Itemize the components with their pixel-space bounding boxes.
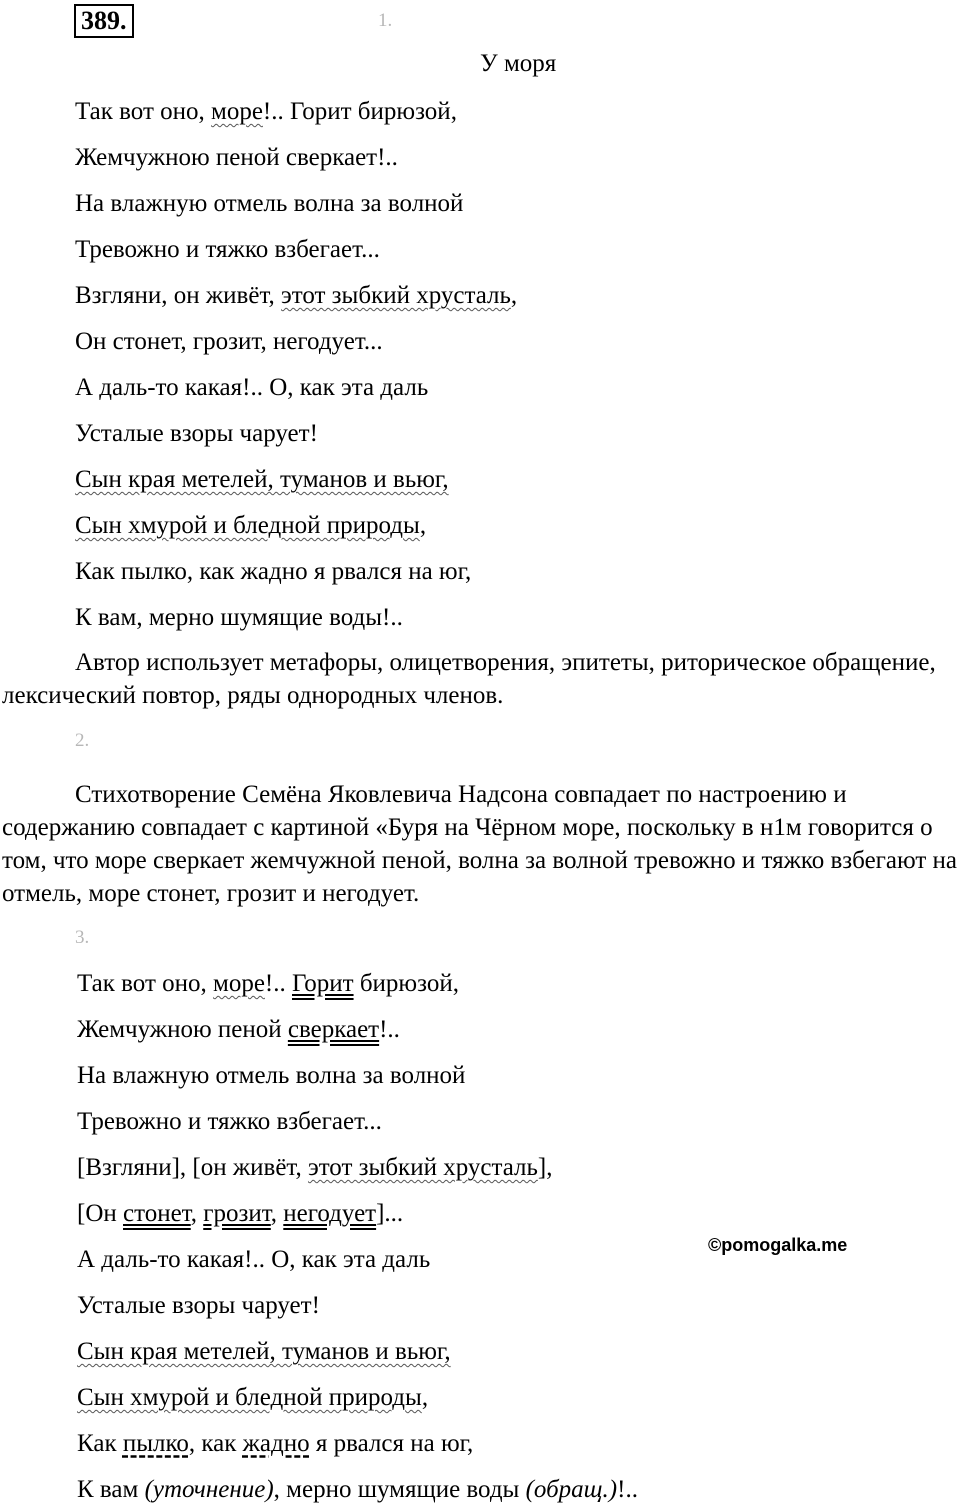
text-segment: Усталые взоры чарует!: [77, 1292, 320, 1319]
poem3-line: [77, 1337, 451, 1367]
marked-word: Сын края метелей, туманов и вьюг,: [77, 1338, 451, 1365]
section-3-label: 3.: [75, 927, 90, 948]
text-segment: ,: [419, 512, 427, 539]
text-segment: Жемчужною пеной сверкает!..: [75, 144, 398, 171]
text-segment: !..: [264, 970, 292, 997]
poem-title: У моря: [480, 50, 557, 77]
poem1-line: [75, 97, 457, 127]
exercise-number: 389.: [74, 4, 134, 38]
text-segment: ],: [537, 1154, 553, 1181]
poem1-line: [75, 235, 380, 265]
marked-word: Сын хмурой и бледной природы: [77, 1384, 422, 1411]
poem3-line: [77, 1015, 400, 1045]
text-segment: Как: [77, 1430, 123, 1457]
marked-word: грозит: [203, 1200, 271, 1227]
text-segment: Как пылко, как жадно я рвался на юг,: [75, 558, 472, 585]
marked-word: Сын края метелей, туманов и вьюг,: [75, 466, 449, 493]
marked-word: негодует: [283, 1200, 377, 1227]
text-segment: , как: [188, 1430, 243, 1457]
text-segment: Тревожно и тяжко взбегает...: [77, 1108, 382, 1135]
marked-word: (уточнение): [144, 1476, 274, 1503]
poem1-line: [75, 327, 383, 357]
text-segment: Тревожно и тяжко взбегает...: [75, 236, 380, 263]
text-segment: Усталые взоры чарует!: [75, 420, 318, 447]
text-segment: ,: [270, 1200, 284, 1227]
poem1-line: [75, 557, 471, 587]
poem1-line: [75, 419, 318, 449]
poem3-line: [77, 1061, 465, 1091]
marked-word: море: [211, 98, 263, 125]
text-segment: ,: [190, 1200, 204, 1227]
poem1-line: [75, 143, 398, 173]
watermark: ©pomogalka.me: [708, 1235, 848, 1255]
section-2-paragraph: Стихотворение Семёна Яковлевича Надсона совпадает по настроению и содержанию совпадает с картиной «Буря на Чёрном море, поскольку в н1м говорится о том, что море сверкает жемчужной пеной, волна за волной тревожно и тяжко взбегают на отмель, море стонет, грозит и негодует.: [2, 781, 958, 907]
text-segment: Он стонет, грозит, негодует...: [75, 328, 383, 355]
marked-word: этот зыбкий хрусталь: [281, 282, 511, 309]
marked-word: Горит: [292, 970, 354, 997]
poem1-line: [75, 373, 428, 403]
poem1-line: [75, 465, 449, 495]
section-1-label: 1.: [378, 10, 393, 31]
text-segment: !..: [379, 1016, 400, 1043]
text-segment: Жемчужною пеной: [77, 1016, 288, 1043]
text-segment: Так вот оно,: [77, 970, 213, 997]
marked-word: Сын хмурой и бледной природы: [75, 512, 420, 539]
poem1-line: [75, 603, 403, 633]
text-segment: На влажную отмель волна за волной: [77, 1062, 466, 1089]
poem3-line: [77, 1107, 382, 1137]
poem3-line: [77, 969, 459, 999]
marked-word: пылко: [122, 1430, 189, 1457]
text-segment: На влажную отмель волна за волной: [75, 190, 464, 217]
text-segment: я рвался на юг,: [309, 1430, 474, 1457]
poem3-line: [77, 1291, 320, 1321]
text-segment: !..: [617, 1476, 638, 1503]
marked-word: море: [213, 970, 265, 997]
poem1-line: [75, 511, 426, 541]
text-segment: , мерно шумящие воды: [273, 1476, 526, 1503]
marked-word: жадно: [242, 1430, 310, 1457]
section-2-label: 2.: [75, 730, 90, 751]
text-segment: Так вот оно,: [75, 98, 211, 125]
text-segment: [Взгляни], [он живёт,: [77, 1154, 308, 1181]
marked-word: сверкает: [287, 1016, 380, 1043]
poem3-line: [77, 1429, 473, 1459]
text-segment: [Он: [77, 1200, 124, 1227]
commentary-paragraph: Автор использует метафоры, олицетворения, эпитеты, риторическое обращение, лексический повтор, ряды однородных членов.: [2, 649, 936, 709]
text-segment: К вам, мерно шумящие воды!..: [75, 604, 403, 631]
text-segment: бирюзой,: [353, 970, 459, 997]
text-segment: ,: [510, 282, 518, 309]
poem3-line: [77, 1475, 638, 1505]
text-segment: !.. Горит бирюзой,: [262, 98, 457, 125]
marked-word: (обращ.): [525, 1476, 618, 1503]
poem3-line: [77, 1153, 552, 1183]
text-segment: ]...: [376, 1200, 404, 1227]
text-segment: А даль-то какая!.. О, как эта даль: [75, 374, 429, 401]
text-segment: Взгляни, он живёт,: [75, 282, 281, 309]
text-segment: К вам: [77, 1476, 145, 1503]
poem1-line: [75, 189, 463, 219]
poem1-line: [75, 281, 517, 311]
poem3-line: [77, 1383, 428, 1413]
marked-word: этот зыбкий хрусталь: [307, 1154, 538, 1181]
poem3-line: [77, 1245, 430, 1275]
text-segment: ,: [421, 1384, 429, 1411]
text-segment: А даль-то какая!.. О, как эта даль: [77, 1246, 431, 1273]
poem3-line: [77, 1199, 403, 1229]
marked-word: стонет: [123, 1200, 191, 1227]
